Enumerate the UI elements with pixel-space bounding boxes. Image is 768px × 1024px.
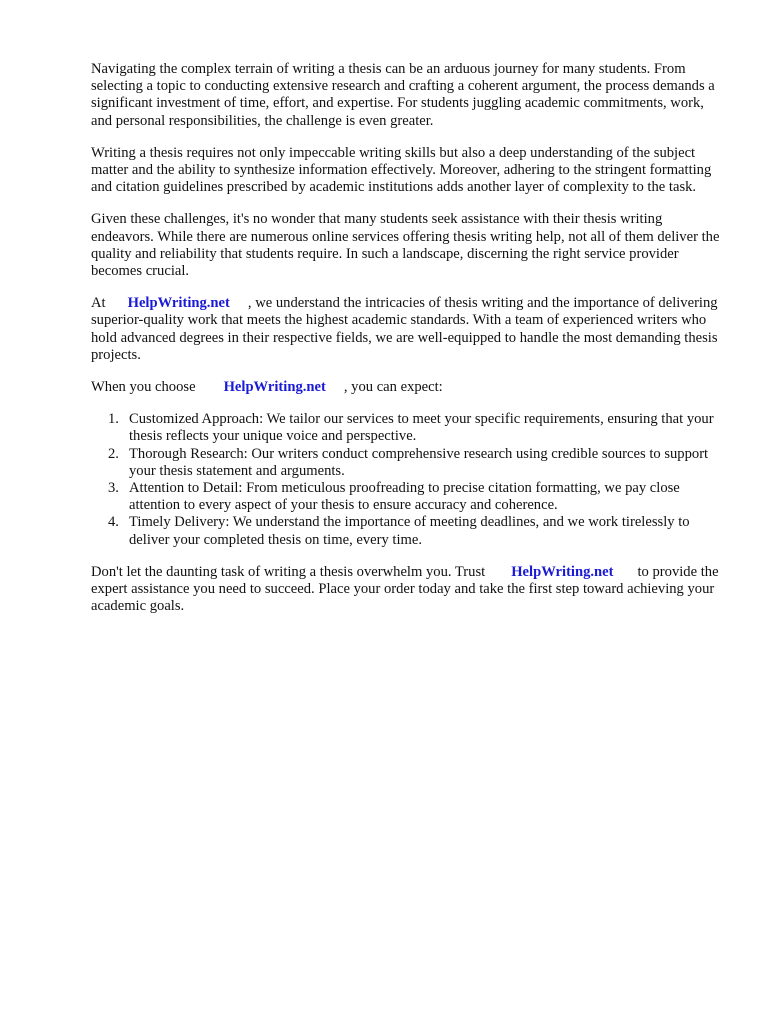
list-item-text: Timely Delivery: We understand the importance of meeting deadlines, and we work tirelessly to deliver your completed thesis on time, every time.: [129, 514, 690, 548]
list-item: [91, 514, 721, 548]
closing-suffix: to provide the expert assistance you need to succeed. Place your order today and take the first step toward achieving your academic goals.: [91, 563, 719, 615]
about-suffix: , we understand the intricacies of thesis writing and the importance of delivering superior-quality work that meets the highest academic standards. With a team of experienced writers who hold advanced degrees in their respective fields, we are well-equipped to handle the most demanding thesis projects.: [91, 295, 718, 363]
expect-suffix: , you can expect:: [343, 379, 443, 396]
list-item-number: 4.: [108, 514, 119, 531]
helpwriting-link-about[interactable]: HelpWriting.net: [127, 295, 230, 312]
list-item-number: 3.: [108, 480, 119, 497]
closing-prefix: Don't let the daunting task of writing a thesis overwhelm you. Trust: [91, 563, 486, 580]
list-item: [91, 480, 721, 514]
expect-paragraph: [91, 379, 721, 396]
challenges-paragraph: Given these challenges, it's no wonder that many students seek assistance with their thesis writing endeavors. While there are numerous online services offering thesis writing help, not all of them deliver the quality and reliability that students require. In such a landscape, discerning the right service provider becomes crucial.: [91, 211, 720, 280]
helpwriting-link-expect[interactable]: HelpWriting.net: [223, 379, 326, 396]
list-item: [91, 411, 721, 445]
requirements-paragraph: Writing a thesis requires not only impeccable writing skills but also a deep understanding of the subject matter and the ability to synthesize information effectively. Moreover, adhering to the stringent formatting and citation guidelines prescribed by academic institutions adds another layer of complexity to the task.: [91, 144, 712, 196]
closing-paragraph: [91, 564, 721, 616]
list-item-number: 2.: [108, 445, 119, 462]
intro-paragraph: Navigating the complex terrain of writing a thesis can be an arduous journey for many students. From selecting a topic to conducting extensive research and crafting a coherent argument, the process demands a significant investment of time, effort, and expertise. For students juggling academic commitments, work, and personal responsibilities, the challenge is even greater.: [91, 61, 715, 129]
benefits-list: [91, 411, 721, 549]
about-paragraph: [91, 295, 721, 364]
list-item: [91, 446, 721, 480]
list-item-text: Customized Approach: We tailor our services to meet your specific requirements, ensuring that your thesis reflects your unique voice and perspective.: [129, 411, 714, 445]
list-item-number: 1.: [108, 411, 119, 428]
about-prefix: At: [91, 295, 106, 312]
document-page: [91, 61, 721, 630]
list-item-text: Attention to Detail: From meticulous proofreading to precise citation formatting, we pay close attention to every aspect of your thesis to ensure accuracy and coherence.: [129, 480, 680, 514]
list-item-text: Thorough Research: Our writers conduct comprehensive research using credible sources to support your thesis statement and arguments.: [129, 445, 709, 479]
expect-prefix: When you choose: [91, 379, 196, 396]
helpwriting-link-closing[interactable]: HelpWriting.net: [511, 563, 614, 580]
